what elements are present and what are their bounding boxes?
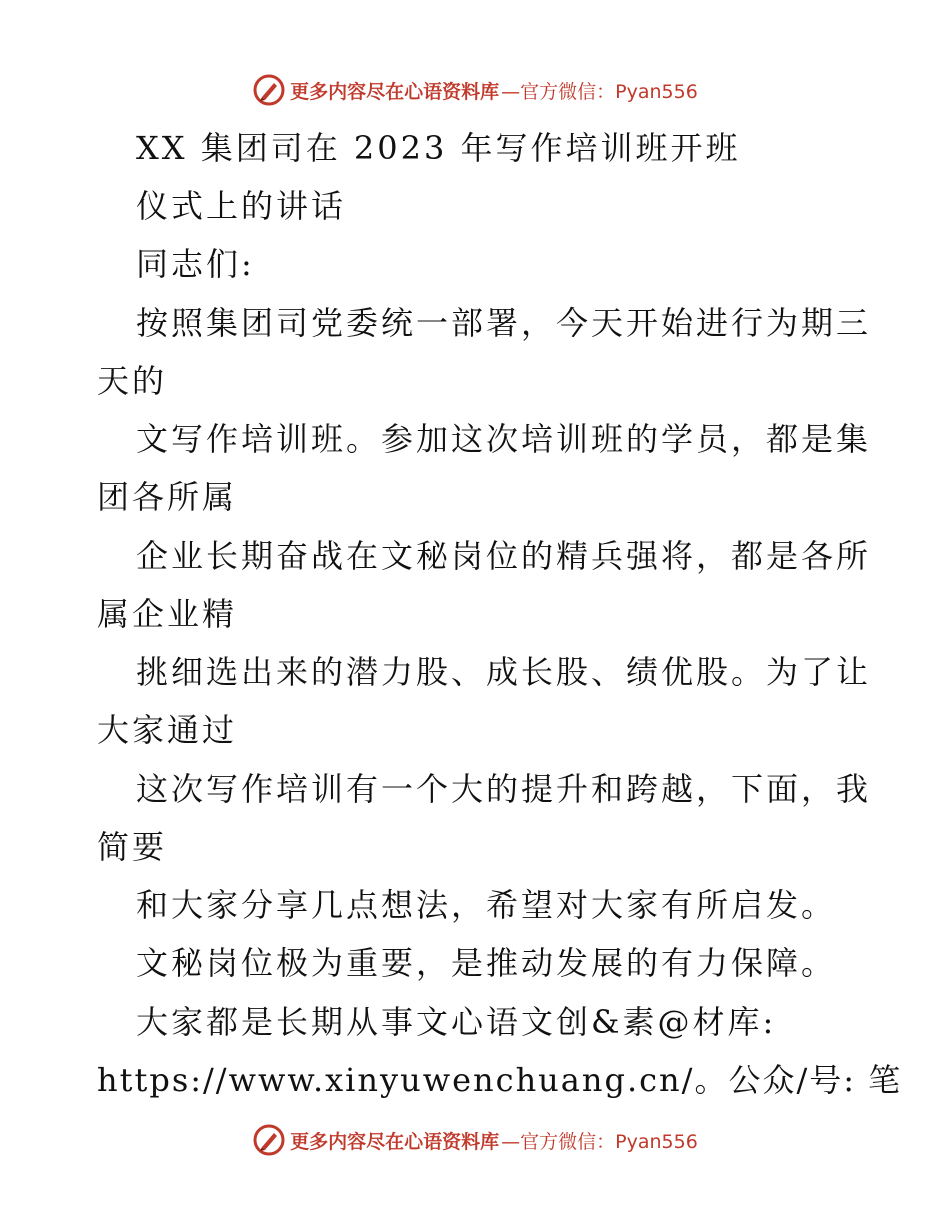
- paragraph-line: 和大家分享几点想法，希望对大家有所启发。: [136, 886, 837, 924]
- footer-banner: [0, 1120, 950, 1160]
- paragraph-line: 简要: [97, 828, 168, 866]
- pen-logo-icon: [252, 1123, 286, 1157]
- footer-banner-wechat: —官方微信：Pyan556: [501, 1130, 698, 1153]
- paragraph-line: 大家都是长期从事文心语文创&素@材库:: [136, 1003, 777, 1041]
- header-banner-text: 更多内容尽在心语资料库: [290, 80, 500, 103]
- document-title-line-1: XX 集团司在 2023 年写作培训班开班: [136, 129, 741, 167]
- paragraph-line: 天的: [97, 362, 168, 400]
- paragraph-line: 大家通过: [97, 711, 238, 749]
- paragraph-line: 挑细选出来的潜力股、成长股、绩优股。为了让: [136, 653, 872, 691]
- paragraph-line: 文写作培训班。参加这次培训班的学员，都是集: [136, 420, 872, 458]
- footer-banner-text: 更多内容尽在心语资料库: [290, 1130, 500, 1153]
- header-banner: [0, 70, 950, 110]
- pen-logo-icon: [252, 73, 286, 107]
- salutation: 同志们:: [136, 245, 255, 283]
- header-banner-wechat: —官方微信：Pyan556: [501, 80, 698, 103]
- paragraph-line: 文秘岗位极为重要，是推动发展的有力保障。: [136, 944, 837, 982]
- document-title-line-2: 仪式上的讲话: [136, 187, 347, 225]
- paragraph-line: 属企业精: [97, 595, 238, 633]
- paragraph-line: 按照集团司党委统一部署，今天开始进行为期三: [136, 304, 872, 342]
- paragraph-line: https://www.xinyuwenchuang.cn/。公众/号: 笔: [97, 1061, 903, 1099]
- paragraph-line: 这次写作培训有一个大的提升和跨越，下面，我: [136, 770, 872, 808]
- paragraph-line: 团各所属: [97, 478, 238, 516]
- paragraph-line: 企业长期奋战在文秘岗位的精兵强将，都是各所: [136, 537, 872, 575]
